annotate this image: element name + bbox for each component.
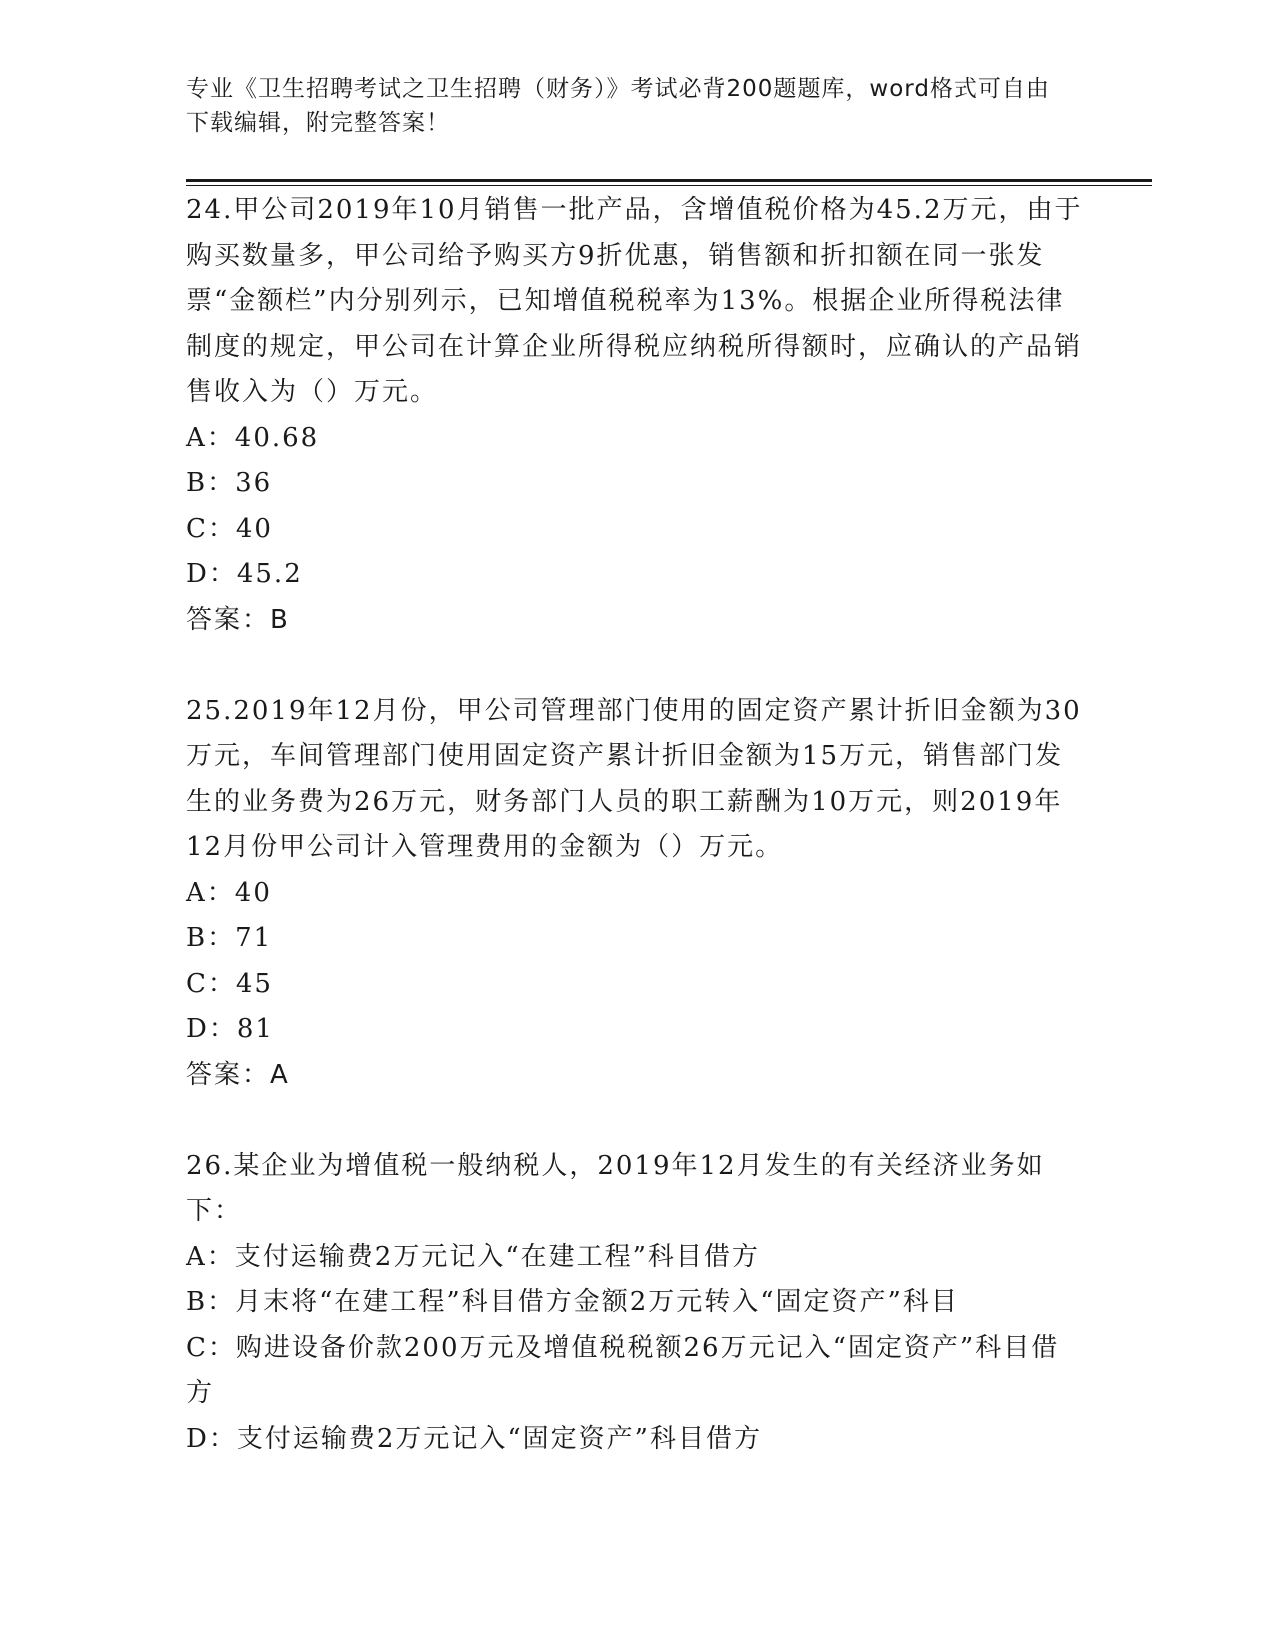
option-c: C：45: [186, 968, 273, 999]
answer-line: 答案：A: [186, 1059, 290, 1090]
answer-line: 答案：B: [186, 604, 290, 635]
question-stem: 26.某企业为增值税一般纳税人，2019年12月发生的有关经济业务如下：: [186, 1150, 1045, 1226]
header-rule-thin: [186, 185, 1152, 186]
option-b: B：71: [186, 923, 273, 953]
question-26: [186, 1144, 1086, 1463]
question-24: [186, 188, 1086, 643]
option-d: D：支付运输费2万元记入“固定资产”科目借方: [186, 1423, 762, 1454]
question-stem: 25.2019年12月份，甲公司管理部门使用的固定资产累计折旧金额为30万元，车间管理部门使用固定资产累计折旧金额为15万元，销售部门发生的业务费为26万元，财务部门人员的职工薪酬为10万元，则2019年12月份甲公司计入管理费用的金额为（）万元。: [186, 695, 1082, 862]
question-stem: 24.甲公司2019年10月销售一批产品，含增值税价格为45.2万元，由于购买数量多，甲公司给予购买方9折优惠，销售额和折扣额在同一张发票“金额栏”内分别列示，已知增值税税率为13%。根据企业所得税法律制度的规定，甲公司在计算企业所得税应纳税所得额时，应确认的产品销售收入为（）万元。: [186, 195, 1083, 407]
option-a: A：支付运输费2万元记入“在建工程”科目借方: [186, 1241, 760, 1272]
option-c: C：40: [186, 513, 273, 544]
option-d: D：81: [186, 1014, 274, 1044]
document-header: 专业《卫生招聘考试之卫生招聘（财务）》考试必背200题题库，word格式可自由下载编辑，附完整答案！: [186, 76, 1050, 136]
option-a: A：40.68: [186, 422, 320, 453]
option-c: C：购进设备价款200万元及增值税税额26万元记入“固定资产”科目借方: [186, 1332, 1060, 1408]
question-25: [186, 689, 1086, 1099]
header-rule-thick: [186, 179, 1152, 182]
question-spacer: [186, 643, 1086, 689]
option-b: B：36: [186, 468, 273, 498]
option-b: B：月末将“在建工程”科目借方金额2万元转入“固定资产”科目: [186, 1287, 959, 1317]
question-spacer: [186, 1098, 1086, 1144]
question-list: [186, 188, 1086, 1462]
option-d: D：45.2: [186, 559, 303, 589]
option-a: A：40: [186, 877, 272, 908]
